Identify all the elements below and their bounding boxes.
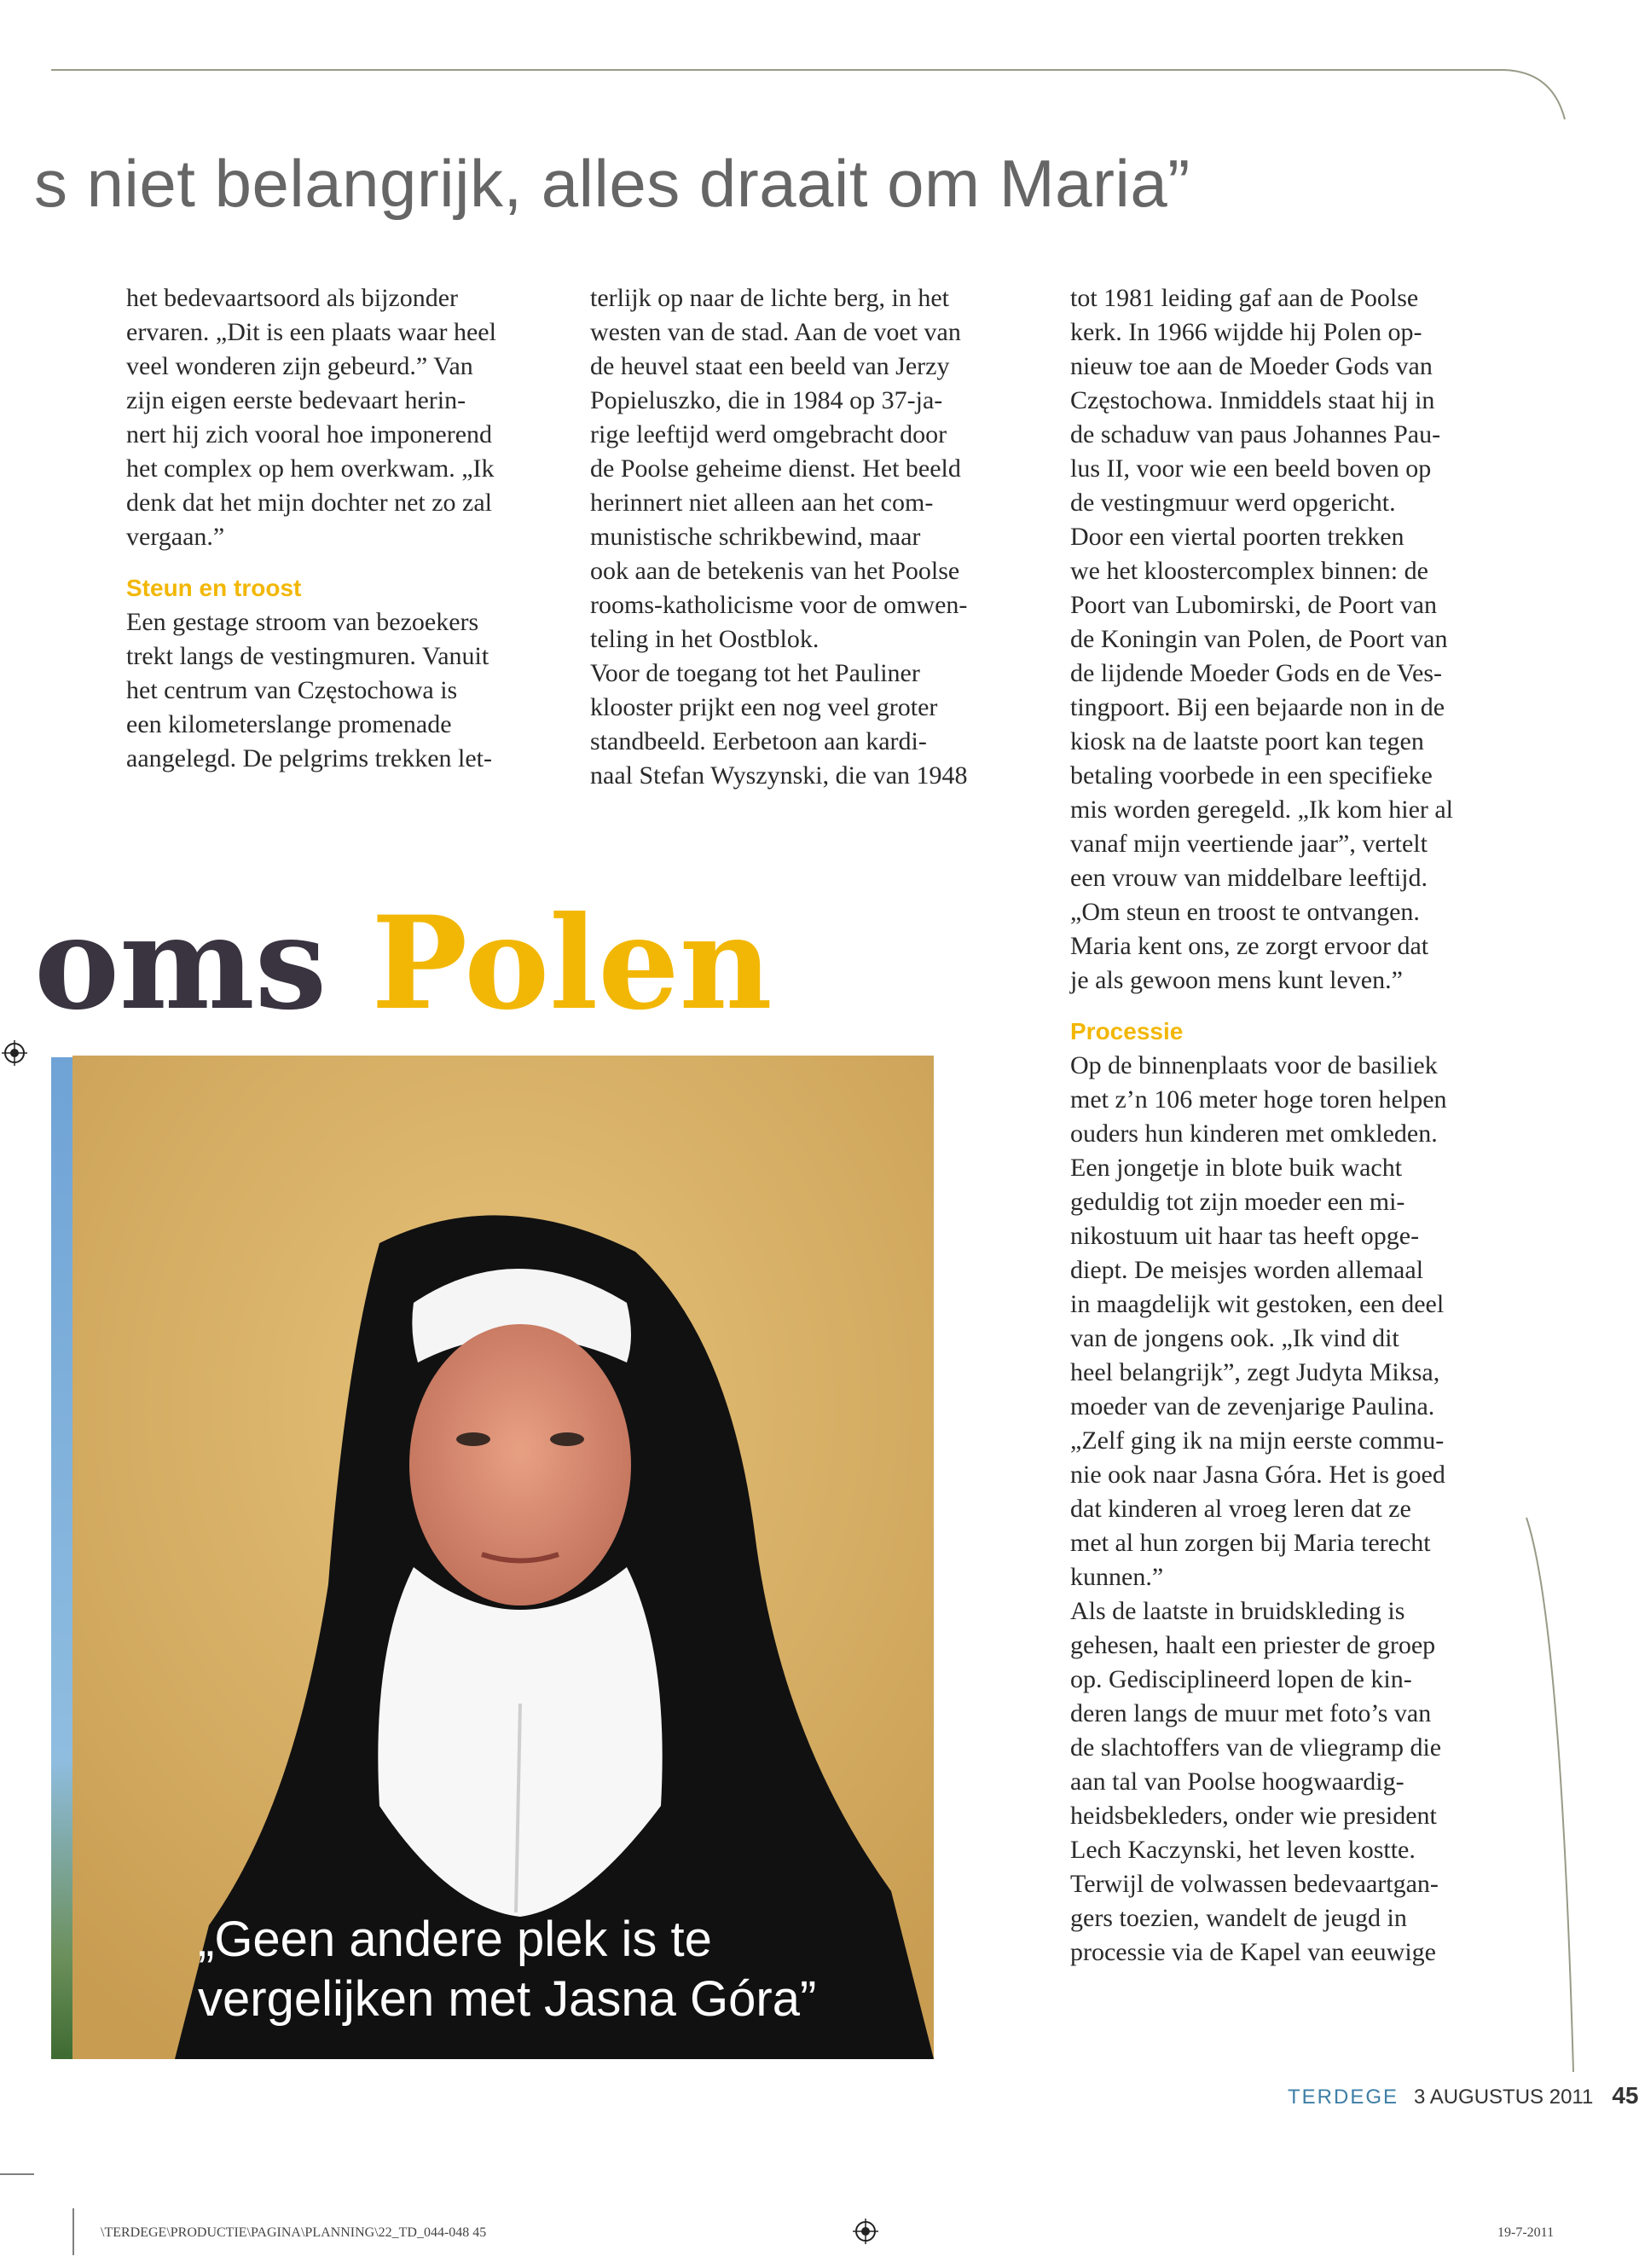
page-footer <box>1288 2082 1639 2109</box>
paragraph: tot 1981 leiding gaf aan de Poolse kerk. In 1966 wijdde hij Polen op- nieuw toe aan de Moeder Gods van Częstochowa. Inmiddels staat hij in de schaduw van paus Johannes Pau- lus II, voor wie een beeld boven op de vestingmuur werd opgericht. Door een viertal poorten trekken we het kloostercomplex binnen: de Poort van Lubomirski, de Poort van de Koningin van Polen, de Poort van de lijdende Moeder Gods en de Ves- tingpoort. Bij een bejaarde non in de kiosk na de laatste poort kan tegen betaling voorbede in een specifieke mis worden geregeld. „Ik kom hier al vanaf mijn veertiende jaar”, vertelt een vrouw van middelbare leeftijd. „Om steun en troost te ontvangen. Maria kent ons, ze zorgt ervoor dat je als gewoon mens kunt leven.” <box>1070 284 1454 994</box>
registration-mark-icon <box>2 1040 27 1066</box>
page-number: 45 <box>1612 2082 1639 2109</box>
nun-illustration <box>72 1056 934 2059</box>
photo-caption: „Geen andere plek is te vergelijken met Jasna Góra” <box>198 1912 817 2027</box>
article-title <box>34 887 773 1040</box>
title-dark-part: oms <box>34 888 372 1039</box>
headline: s niet belangrijk, alles draait om Maria” <box>34 146 1190 221</box>
text-column-2 <box>590 281 1034 793</box>
magazine-name: TERDEGE <box>1288 2086 1399 2109</box>
subheading-processie: Processie <box>1070 1018 1184 1044</box>
text-column-3 <box>1070 281 1514 1970</box>
paragraph: het bedevaartsoord als bijzonder ervaren. „Dit is een plaats waar heel veel wonderen zijn gebeurd.” Van zijn eigen eerste bedevaart herin- nert hij zich vooral hoe imponerend het complex op hem overkwam. „Ik denk dat het mijn dochter net zo zal vergaan.” <box>126 284 496 551</box>
photo-edge-strip <box>51 1057 72 2059</box>
paragraph: Een gestage stroom van bezoekers trekt langs de vestingmuren. Vanuit het centrum van Częstochowa is een kilometerslange promenade aangelegd. De pelgrims trekken let- <box>126 608 492 772</box>
registration-mark-icon <box>853 2219 878 2244</box>
nun-photo <box>72 1056 934 2059</box>
print-slug-path: \TERDEGE\PRODUCTIE\PAGINA\PLANNING\22_TD_044-048 45 <box>101 2225 487 2240</box>
title-gold-part: Polen <box>371 888 773 1039</box>
issue-date: 3 AUGUSTUS 2011 <box>1414 2086 1594 2109</box>
text-column-1 <box>126 281 536 776</box>
paragraph: terlijk op naar de lichte berg, in het westen van de stad. Aan de voet van de heuvel staat een beeld van Jerzy Popieluszko, die in 1984 op 37-ja- rige leeftijd werd omgebracht door de Poolse geheime dienst. Het beeld herinnert niet alleen aan het com- munistische schrikbewind, maar ook aan de betekenis van het Poolse rooms-katholicisme voor de omwen- teling in het Oostblok. Voor de toegang tot het Pauliner klooster prijkt een nog veel groter standbeeld. Eerbetoon aan kardi- naal Stefan Wyszynski, die van 1948 <box>590 284 968 790</box>
subheading-steun-en-troost: Steun en troost <box>126 575 302 601</box>
paragraph: Op de binnenplaats voor de basiliek met z’n 106 meter hoge toren helpen ouders hun kinderen met omkleden. Een jongetje in blote buik wacht geduldig tot zijn moeder een mi- nikostuum uit haar tas heeft opge- diept. De meisjes worden allemaal in maagdelijk wit gestoken, een deel van de jongens ook. „Ik vind dit heel belangrijk”, zegt Judyta Miksa, moeder van de zevenjarige Paulina. „Zelf ging ik na mijn eerste commu- nie ook naar Jasna Góra. Het is goed dat kinderen al vroeg leren dat ze met al hun zorgen bij Maria terecht kunnen.” Als de laatste in bruidskleding is gehesen, haalt een priester de groep op. Gedisciplineerd lopen de kin- deren langs de muur met foto’s van de slachtoffers van de vliegramp die aan tal van Poolse hoogwaardig- heidsbekleders, onder wie president Lech Kaczynski, het leven kostte. Terwijl de volwassen bedevaartgan- gers toezien, wandelt de jeugd in processie via de Kapel van eeuwige <box>1070 1051 1447 1966</box>
print-slug-date: 19-7-2011 <box>1497 2225 1555 2240</box>
